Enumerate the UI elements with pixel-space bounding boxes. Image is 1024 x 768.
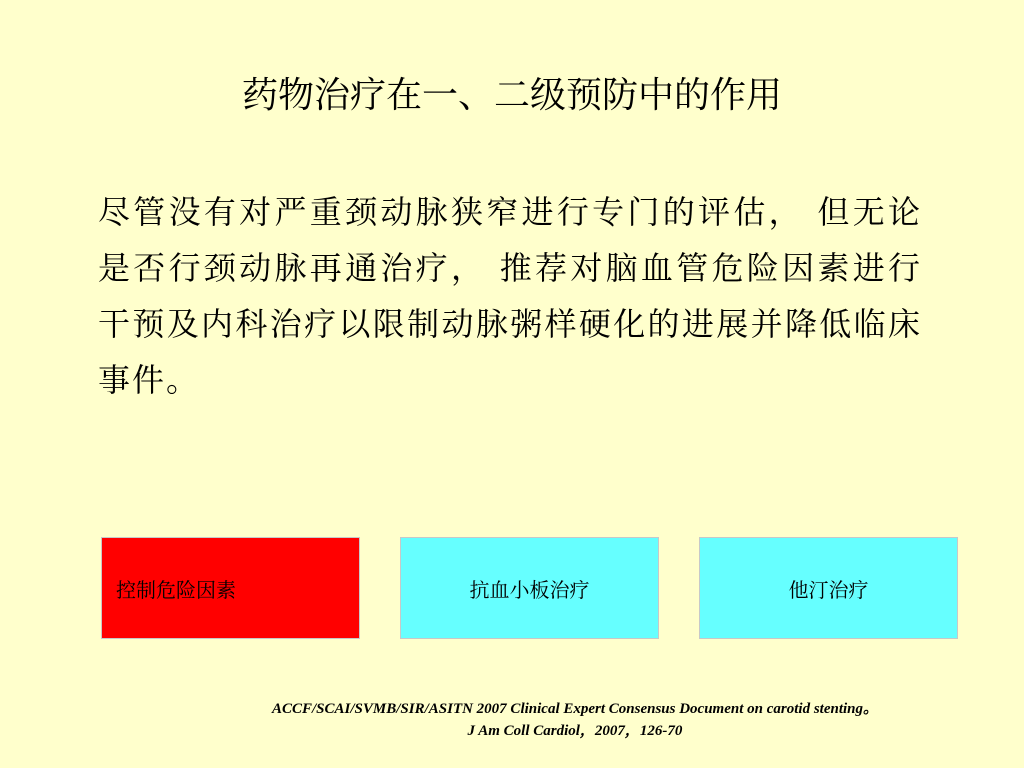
box-label: 控制危险因素 [116,577,236,602]
slide-title: 药物治疗在一、二级预防中的作用 [241,75,782,116]
box-control-risk-factors [101,537,360,639]
slide-body-paragraph: 尽管没有对严重颈动脉狭窄进行专门的评估， 但无论是否行颈动脉再通治疗， 推荐对脑血管危险因素进行干预及内科治疗以限制动脉粥样硬化的进展并降低临床事件。 [98,193,922,399]
box-label: 抗血小板治疗 [469,577,590,602]
box-label: 他汀治疗 [788,577,869,602]
box-antiplatelet-therapy [400,537,659,639]
citation-line-2: J Am Coll Cardiol，2007，126-70 [467,723,683,739]
citation-line-1: ACCF/SCAI/SVMB/SIR/ASITN 2007 Clinical Expert Consensus Document on carotid stenting。 [272,701,878,717]
box-statin-therapy [699,537,958,639]
citation [140,698,1010,742]
